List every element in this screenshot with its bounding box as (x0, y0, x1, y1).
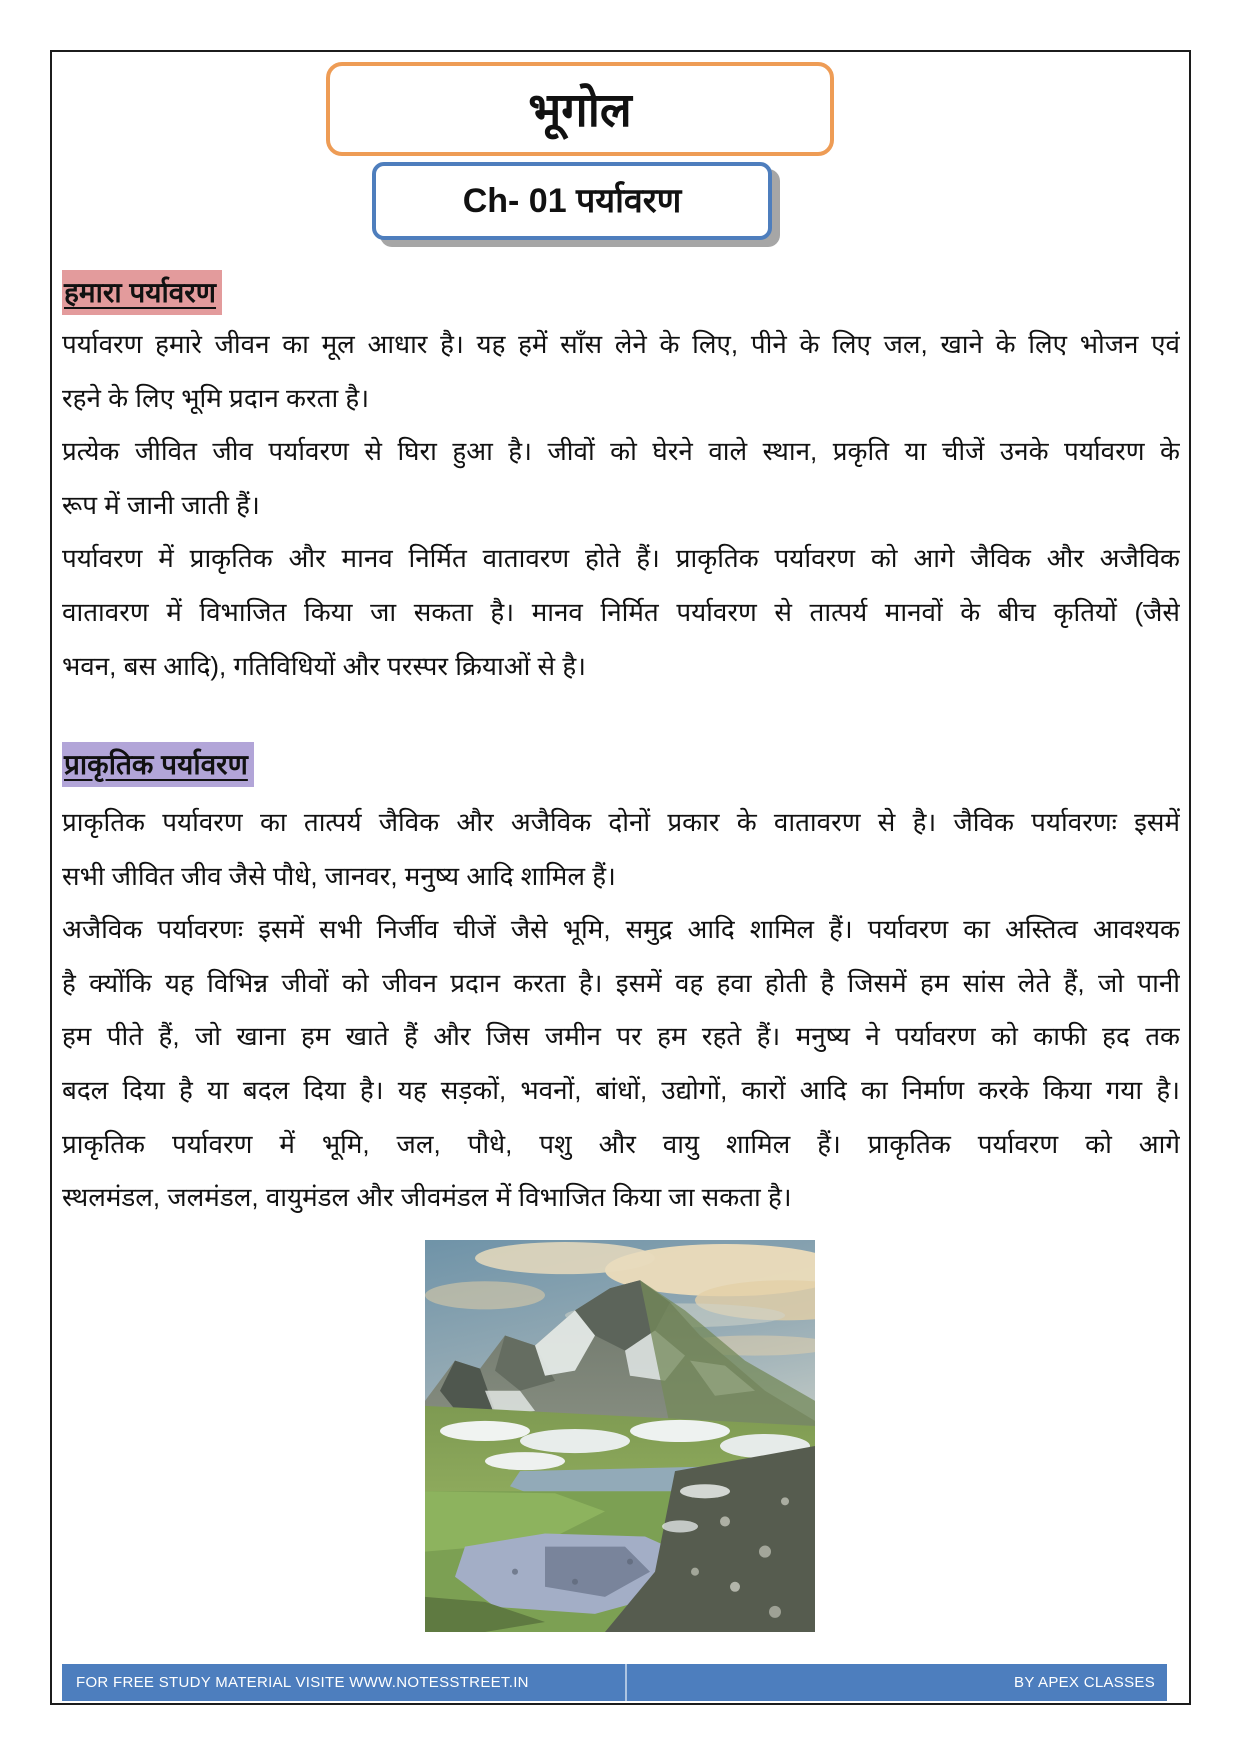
text-line: वातावरण में विभाजित किया जा सकता है। मानव निर्मित पर्यावरण से तात्पर्य मानवों के बीच कृतियों (जैसे (62, 596, 1180, 627)
text-line: अजैविक पर्यावरणः इसमें सभी निर्जीव चीजें जैसे भूमि, समुद्र आदि शामिल हैं। पर्यावरण का अस्तित्व आवश्यक (62, 914, 1180, 945)
text-line: रहने के लिए भूमि प्रदान करता है। (62, 382, 370, 413)
text-line: पर्यावरण में प्राकृतिक और मानव निर्मित वातावरण होते हैं। प्राकृतिक पर्यावरण को आगे जैविक और अजैविक (62, 543, 1180, 574)
paragraph-natural-environment (62, 796, 1180, 1225)
footer-left-cell (62, 1664, 627, 1701)
text-line: प्रत्येक जीवित जीव पर्यावरण से घिरा हुआ है। जीवों को घेरने वाले स्थान, प्रकृति या चीजें उनके पर्यावरण के (62, 436, 1180, 467)
section-heading-natural-environment: प्राकृतिक पर्यावरण (62, 742, 254, 787)
text-line: रूप में जानी जाती हैं। (62, 489, 260, 520)
footer-right-cell (627, 1664, 1167, 1701)
paragraph-our-environment (62, 318, 1180, 693)
landscape-image (425, 1240, 815, 1632)
text-line: है क्योंकि यह विभिन्न जीवों को जीवन प्रदान करता है। इसमें वह हवा होती है जिसमें हम सांस लेते हैं, जो पानी (62, 967, 1180, 998)
text-line: भवन, बस आदि), गतिविधियों और परस्पर क्रियाओं से है। (62, 650, 586, 681)
text-line: पर्यावरण हमारे जीवन का मूल आधार है। यह हमें साँस लेने के लिए, पीने के लिए जल, खाने के लिए भोजन एवं (62, 329, 1180, 359)
text-line: हम पीते हैं, जो खाना हम खाते हैं और जिस जमीन पर हम रहते हैं। मनुष्य ने पर्यावरण को काफी हद तक (62, 1021, 1180, 1052)
footer-left-text: FOR FREE STUDY MATERIAL VISITE WWW.NOTESSTREET.IN (76, 1674, 529, 1691)
footer-right-text: BY APEX CLASSES (1014, 1674, 1155, 1691)
text-line: प्राकृतिक पर्यावरण में भूमि, जल, पौधे, पशु और वायु शामिल हैं। प्राकृतिक पर्यावरण को आगे (62, 1128, 1180, 1159)
page-title: भूगोल (528, 82, 632, 136)
text-line: सभी जीवित जीव जैसे पौधे, जानवर, मनुष्य आदि शामिल हैं। (62, 860, 616, 891)
chapter-title: Ch- 01 पर्यावरण (462, 182, 682, 220)
title-box (326, 62, 834, 156)
text-line: बदल दिया है या बदल दिया है। यह सड़कों, भवनों, बांधों, उद्योगों, कारों आदि का निर्माण करके किया गया है। (62, 1074, 1180, 1105)
footer-bar (62, 1664, 1167, 1701)
chapter-box (372, 162, 772, 240)
mountain-lake-illustration (425, 1240, 815, 1632)
section-heading-our-environment: हमारा पर्यावरण (62, 270, 222, 315)
text-line: स्थलमंडल, जलमंडल, वायुमंडल और जीवमंडल में विभाजित किया जा सकता है। (62, 1182, 792, 1213)
text-line: प्राकृतिक पर्यावरण का तात्पर्य जैविक और अजैविक दोनों प्रकार के वातावरण से है। जैविक पर्यावरणः इसमें (62, 807, 1180, 837)
